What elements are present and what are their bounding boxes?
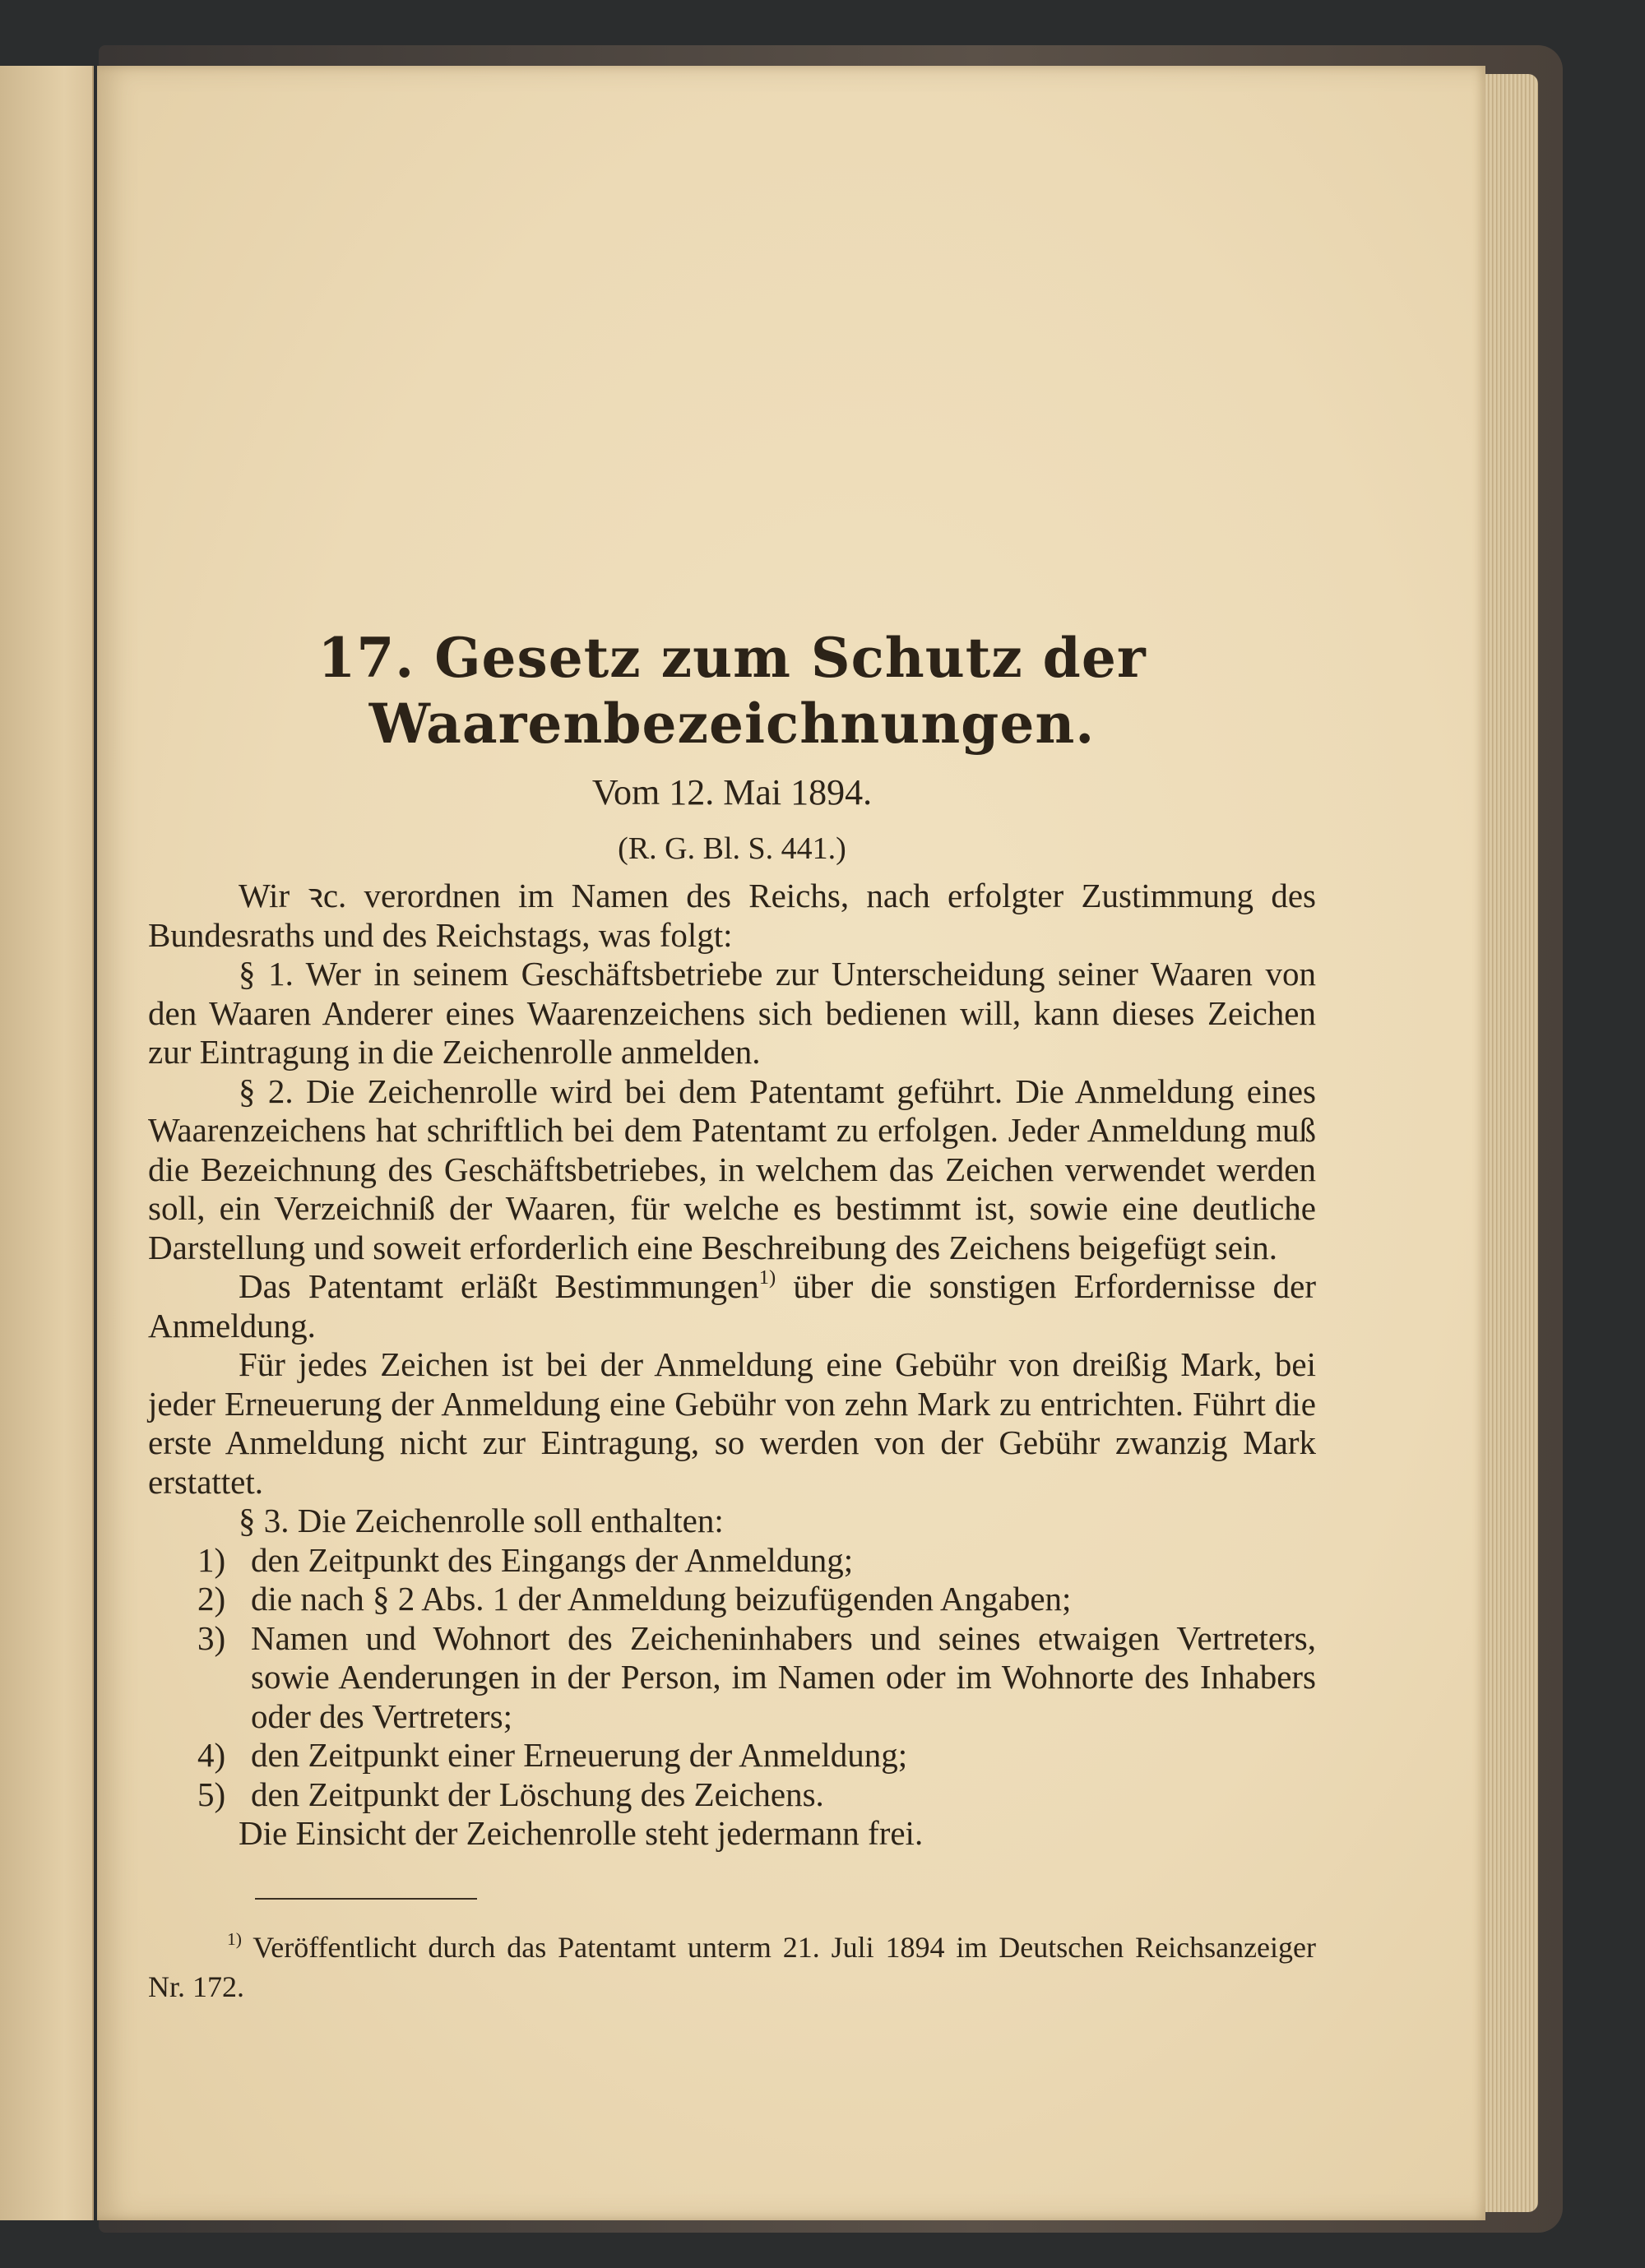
section-2-p2-text: Das Patentamt erläßt Bestimmungen [239, 1267, 759, 1305]
list-item-text: den Zeitpunkt einer Erneuerung der Anmeldung; [251, 1736, 908, 1774]
section-2-paragraph-2 [148, 1267, 1316, 1345]
law-title: 17. Gesetz zum Schutz der Waarenbezeichnungen. [317, 626, 1147, 756]
section-3: § 3. Die Zeichenrolle soll enthalten: [239, 1502, 724, 1539]
footnote-text: Veröffentlicht durch das Patentamt unterm 21. Juli 1894 im Deutschen Reichsanzeiger Nr. 172. [148, 1930, 1316, 2003]
list-item-number: 2) [197, 1580, 226, 1618]
list-item [148, 1775, 1316, 1815]
section-3-list [148, 1541, 1316, 1815]
source-citation: (R. G. Bl. S. 441.) [618, 831, 846, 866]
list-item [148, 1619, 1316, 1737]
section-2-paragraph-3: Für jedes Zeichen ist bei der Anmeldung eine Gebühr von dreißig Mark, bei jeder Erneuerung der Anmeldung eine Gebühr von zehn Mark zu entrichten. Führt die erste Anmeldung nicht zur Eintragung, so werden von der Gebühr zwanzig Mark erstattet. [148, 1345, 1316, 1501]
page-content [148, 625, 1316, 2006]
footnote [148, 1928, 1316, 2006]
section-3-closing: Die Einsicht der Zeichenrolle steht jedermann frei. [239, 1814, 924, 1852]
list-item-text: Namen und Wohnort des Zeicheninhabers und seines etwaigen Vertreters, sowie Aenderungen in der Person, im Namen oder im Wohnorte des Inhabers oder des Vertreters; [251, 1618, 1316, 1735]
date-line: Vom 12. Mai 1894. [591, 772, 873, 812]
list-item-number: 5) [197, 1775, 226, 1813]
footnote-divider [255, 1898, 477, 1900]
list-item-text: den Zeitpunkt der Löschung des Zeichens. [251, 1775, 824, 1813]
facing-page-edge [0, 66, 94, 2220]
law-body [148, 877, 1316, 1854]
footnote-reference: 1) [758, 1266, 776, 1289]
list-item [148, 1580, 1316, 1619]
section-1: § 1. Wer in seinem Geschäftsbetriebe zur Unterscheidung seiner Waaren von den Waaren Anderer eines Waarenzeichens sich bedienen will, kann dieses Zeichen zur Eintragung in die Zeichenrolle anmelden. [148, 955, 1316, 1071]
bleed-through [1216, 243, 1421, 292]
list-item-text: den Zeitpunkt des Eingangs der Anmeldung; [251, 1540, 854, 1579]
section-2: § 2. Die Zeichenrolle wird bei dem Patentamt geführt. Die Anmeldung eines Waarenzeichens hat schriftlich bei dem Patentamt zu erfolgen. Jeder Anmeldung muß die Bezeichnung des Geschäftsbetriebes, in welchem das Zeichen verwendet werden soll, ein Verzeichniß der Waaren, für welche es bestimmt ist, sowie eine deutliche Darstellung und soweit erforderlich eine Beschreibung des Zeichens beigefügt sein. [148, 1072, 1316, 1266]
footnote-mark: 1) [227, 1928, 242, 1949]
list-item [148, 1541, 1316, 1581]
list-item [148, 1736, 1316, 1775]
list-item-number: 4) [197, 1736, 226, 1774]
list-item-number: 1) [197, 1540, 226, 1579]
list-item-number: 3) [197, 1618, 226, 1657]
list-item-text: die nach § 2 Abs. 1 der Anmeldung beizufügenden Angaben; [251, 1580, 1072, 1618]
section-2-p2-text-end: über die sonstigen Erfordernisse der Anmeldung. [148, 1267, 1316, 1345]
preamble: Wir ꝛc. verordnen im Namen des Reichs, nach erfolgter Zustimmung des Bundesraths und des Reichstags, was folgt: [148, 877, 1316, 954]
